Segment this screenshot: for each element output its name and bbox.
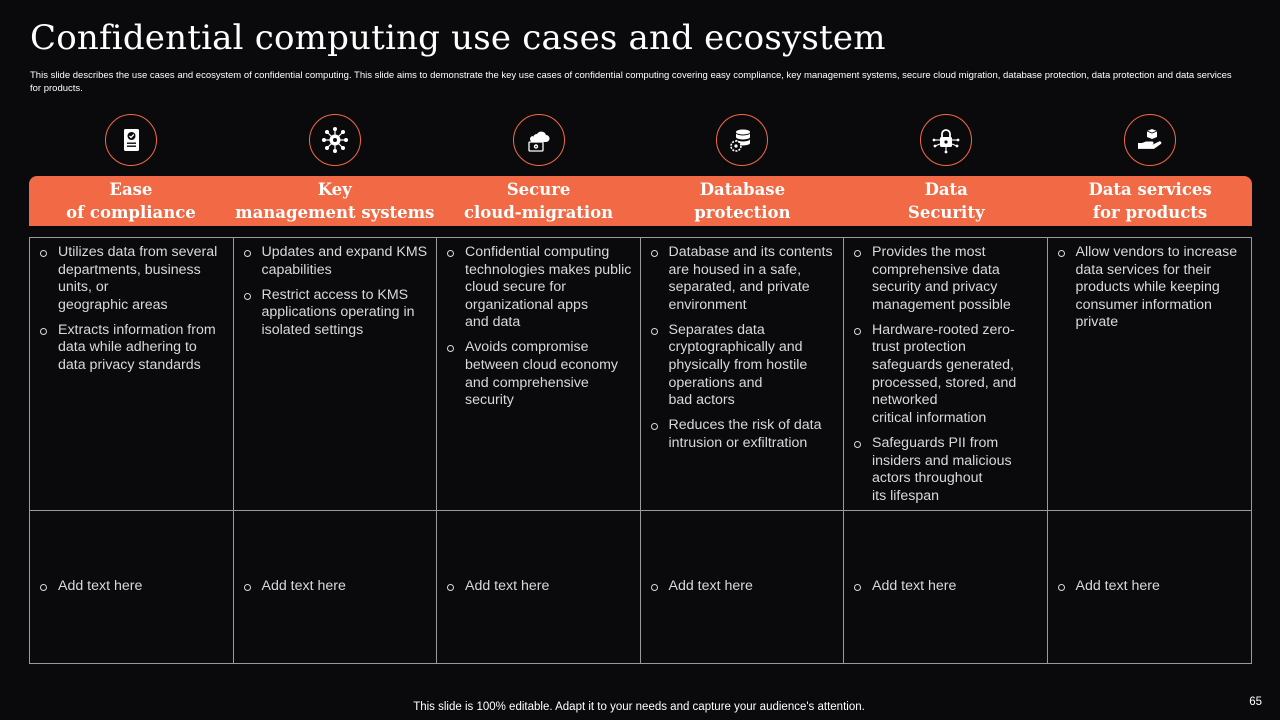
table-cell	[30, 511, 234, 663]
bullet-list	[445, 244, 632, 410]
table-cell	[437, 238, 641, 511]
bullet-list	[242, 244, 429, 339]
table-cell	[234, 238, 438, 511]
placeholder-text: Add text here	[242, 578, 429, 596]
list-item: Database and its contents are housed in a safe, separated, and private environment	[649, 244, 836, 314]
list-item: Updates and expand KMS capabilities	[242, 244, 429, 279]
column-heading: Ease of compliance	[66, 180, 196, 222]
column-heading: Key management systems	[235, 180, 435, 222]
placeholder-text: Add text here	[1056, 578, 1244, 596]
list-item: Extracts information from data while adhering to data privacy standards	[38, 322, 225, 375]
placeholder-text: Add text here	[852, 578, 1039, 596]
page-number: 65	[1249, 696, 1262, 708]
list-item: Restrict access to KMS applications operating in isolated settings	[242, 287, 429, 340]
placeholder-text: Add text here	[649, 578, 836, 596]
cloud-migration-icon	[513, 114, 565, 166]
key-network-icon	[309, 114, 361, 166]
compliance-document-icon	[105, 114, 157, 166]
table-cell	[844, 511, 1048, 663]
table-cell	[234, 511, 438, 663]
column-header-bar	[29, 176, 1252, 226]
bullet-list	[649, 244, 836, 453]
list-item: Safeguards PII from insiders and malicious actors throughout its lifespan	[852, 435, 1039, 505]
lock-network-icon	[920, 114, 972, 166]
table-cell	[437, 511, 641, 663]
table-cell	[1048, 511, 1252, 663]
hand-box-icon	[1124, 114, 1176, 166]
table-cell	[1048, 238, 1252, 511]
placeholder-text: Add text here	[445, 578, 632, 596]
list-item: Utilizes data from several departments, business units, or geographic areas	[38, 244, 225, 314]
table-cell	[641, 238, 845, 511]
column-heading: Data services for products	[1088, 180, 1212, 222]
placeholder-text: Add text here	[38, 578, 225, 596]
list-item: Separates data cryptographically and physically from hostile operations and bad actors	[649, 322, 836, 410]
column-heading: Data Security	[907, 180, 985, 222]
table-cell	[641, 511, 845, 663]
list-item: Allow vendors to increase data services for their products while keeping consumer information private	[1056, 244, 1244, 332]
database-gear-icon	[716, 114, 768, 166]
use-case-table	[29, 237, 1252, 664]
bullet-list	[1056, 244, 1244, 332]
slide-subtitle: This slide describes the use cases and ecosystem of confidential computing. This slide aims to demonstrate the key use cases of confidential computing covering easy compliance, key management systems, secure cloud migration, database protection, data protection and data services for products.	[30, 70, 1232, 94]
list-item: Reduces the risk of data intrusion or exfiltration	[649, 417, 836, 452]
slide-title: Confidential computing use cases and ecosystem	[30, 18, 886, 58]
bullet-list	[38, 244, 225, 375]
column-heading: Database protection	[694, 180, 791, 222]
list-item: Provides the most comprehensive data security and privacy management possible	[852, 244, 1039, 314]
table-cell	[30, 238, 234, 511]
column-heading: Secure cloud-migration	[463, 180, 614, 222]
list-item: Confidential computing technologies makes public cloud secure for organizational apps and data	[445, 244, 632, 332]
footer-note: This slide is 100% editable. Adapt it to your needs and capture your audience's attention.	[413, 701, 865, 713]
table-cell	[844, 238, 1048, 511]
icon-row	[29, 114, 1252, 170]
list-item: Hardware-rooted zero-trust protection safeguards generated, processed, stored, and networked critical information	[852, 322, 1039, 428]
list-item: Avoids compromise between cloud economy and comprehensive security	[445, 339, 632, 409]
bullet-list	[852, 244, 1039, 505]
